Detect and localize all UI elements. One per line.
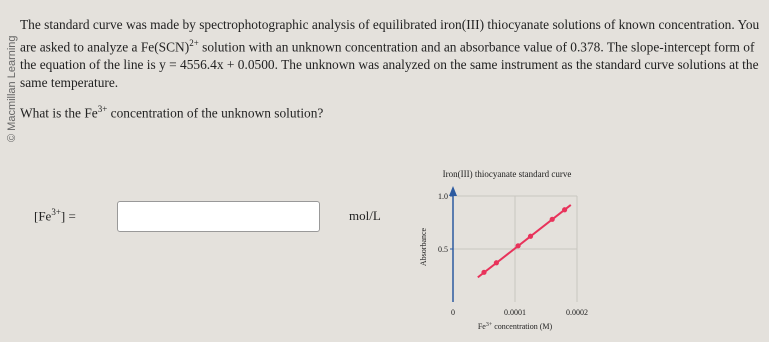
question-sup1: 2+ [189, 38, 199, 48]
x-axis-label: $Fe^{3+}$ concentration (M) [477, 322, 553, 331]
data-point [562, 207, 567, 212]
answer-label-prefix: [Fe [34, 208, 52, 224]
prompt-suffix: concentration of the unknown solution? [107, 105, 324, 121]
fit-line [478, 205, 571, 277]
question-prompt [20, 100, 760, 122]
x-tick-label: 0.0001 [504, 308, 526, 317]
question-paragraph [20, 16, 760, 92]
question-text [20, 16, 760, 123]
chart-title: Iron(III) thiocyanate standard curve [442, 169, 572, 179]
y-tick-label: 0.5 [438, 245, 448, 254]
prompt-sup: 3+ [97, 104, 108, 115]
answer-input[interactable] [117, 201, 320, 232]
answer-label-sup: 3+ [51, 207, 61, 217]
question-part1: The standard curve was made by spectrophotographic analysis of equilibrated iron(III) thiocyanate solutions of known concentration. You are asked to analyze a Fe(SCN) [20, 17, 760, 55]
watermark [0, 8, 16, 148]
data-point [481, 270, 486, 275]
y-axis-arrow [449, 186, 457, 196]
unit-label: mol/L [349, 208, 381, 223]
answer-label-suffix: ] = [60, 208, 76, 224]
data-point [516, 243, 521, 248]
data-point [528, 234, 533, 239]
x-tick-label: 0.0002 [566, 308, 588, 317]
data-point [550, 217, 555, 222]
data-point [494, 260, 499, 265]
watermark-text: © Macmillan Learning [6, 35, 18, 142]
y-tick-label: 1.0 [438, 192, 448, 201]
prompt-prefix: What is the Fe [20, 105, 98, 121]
question-part2: solution with an unknown concentration and an absorbance value of 0.378. The slope-intercept form of the equation of the line is y = 4556.4x + 0.0500. The unknown was analyzed on the same instrument as the standard curve solutions at the same temperature. [20, 39, 759, 91]
x-tick-label: 0 [451, 308, 455, 317]
answer-label [34, 207, 76, 224]
y-ticks [438, 192, 453, 254]
standard-curve-chart [405, 160, 605, 340]
x-ticks [451, 308, 588, 317]
y-axis-label: Absorbance [419, 227, 428, 267]
